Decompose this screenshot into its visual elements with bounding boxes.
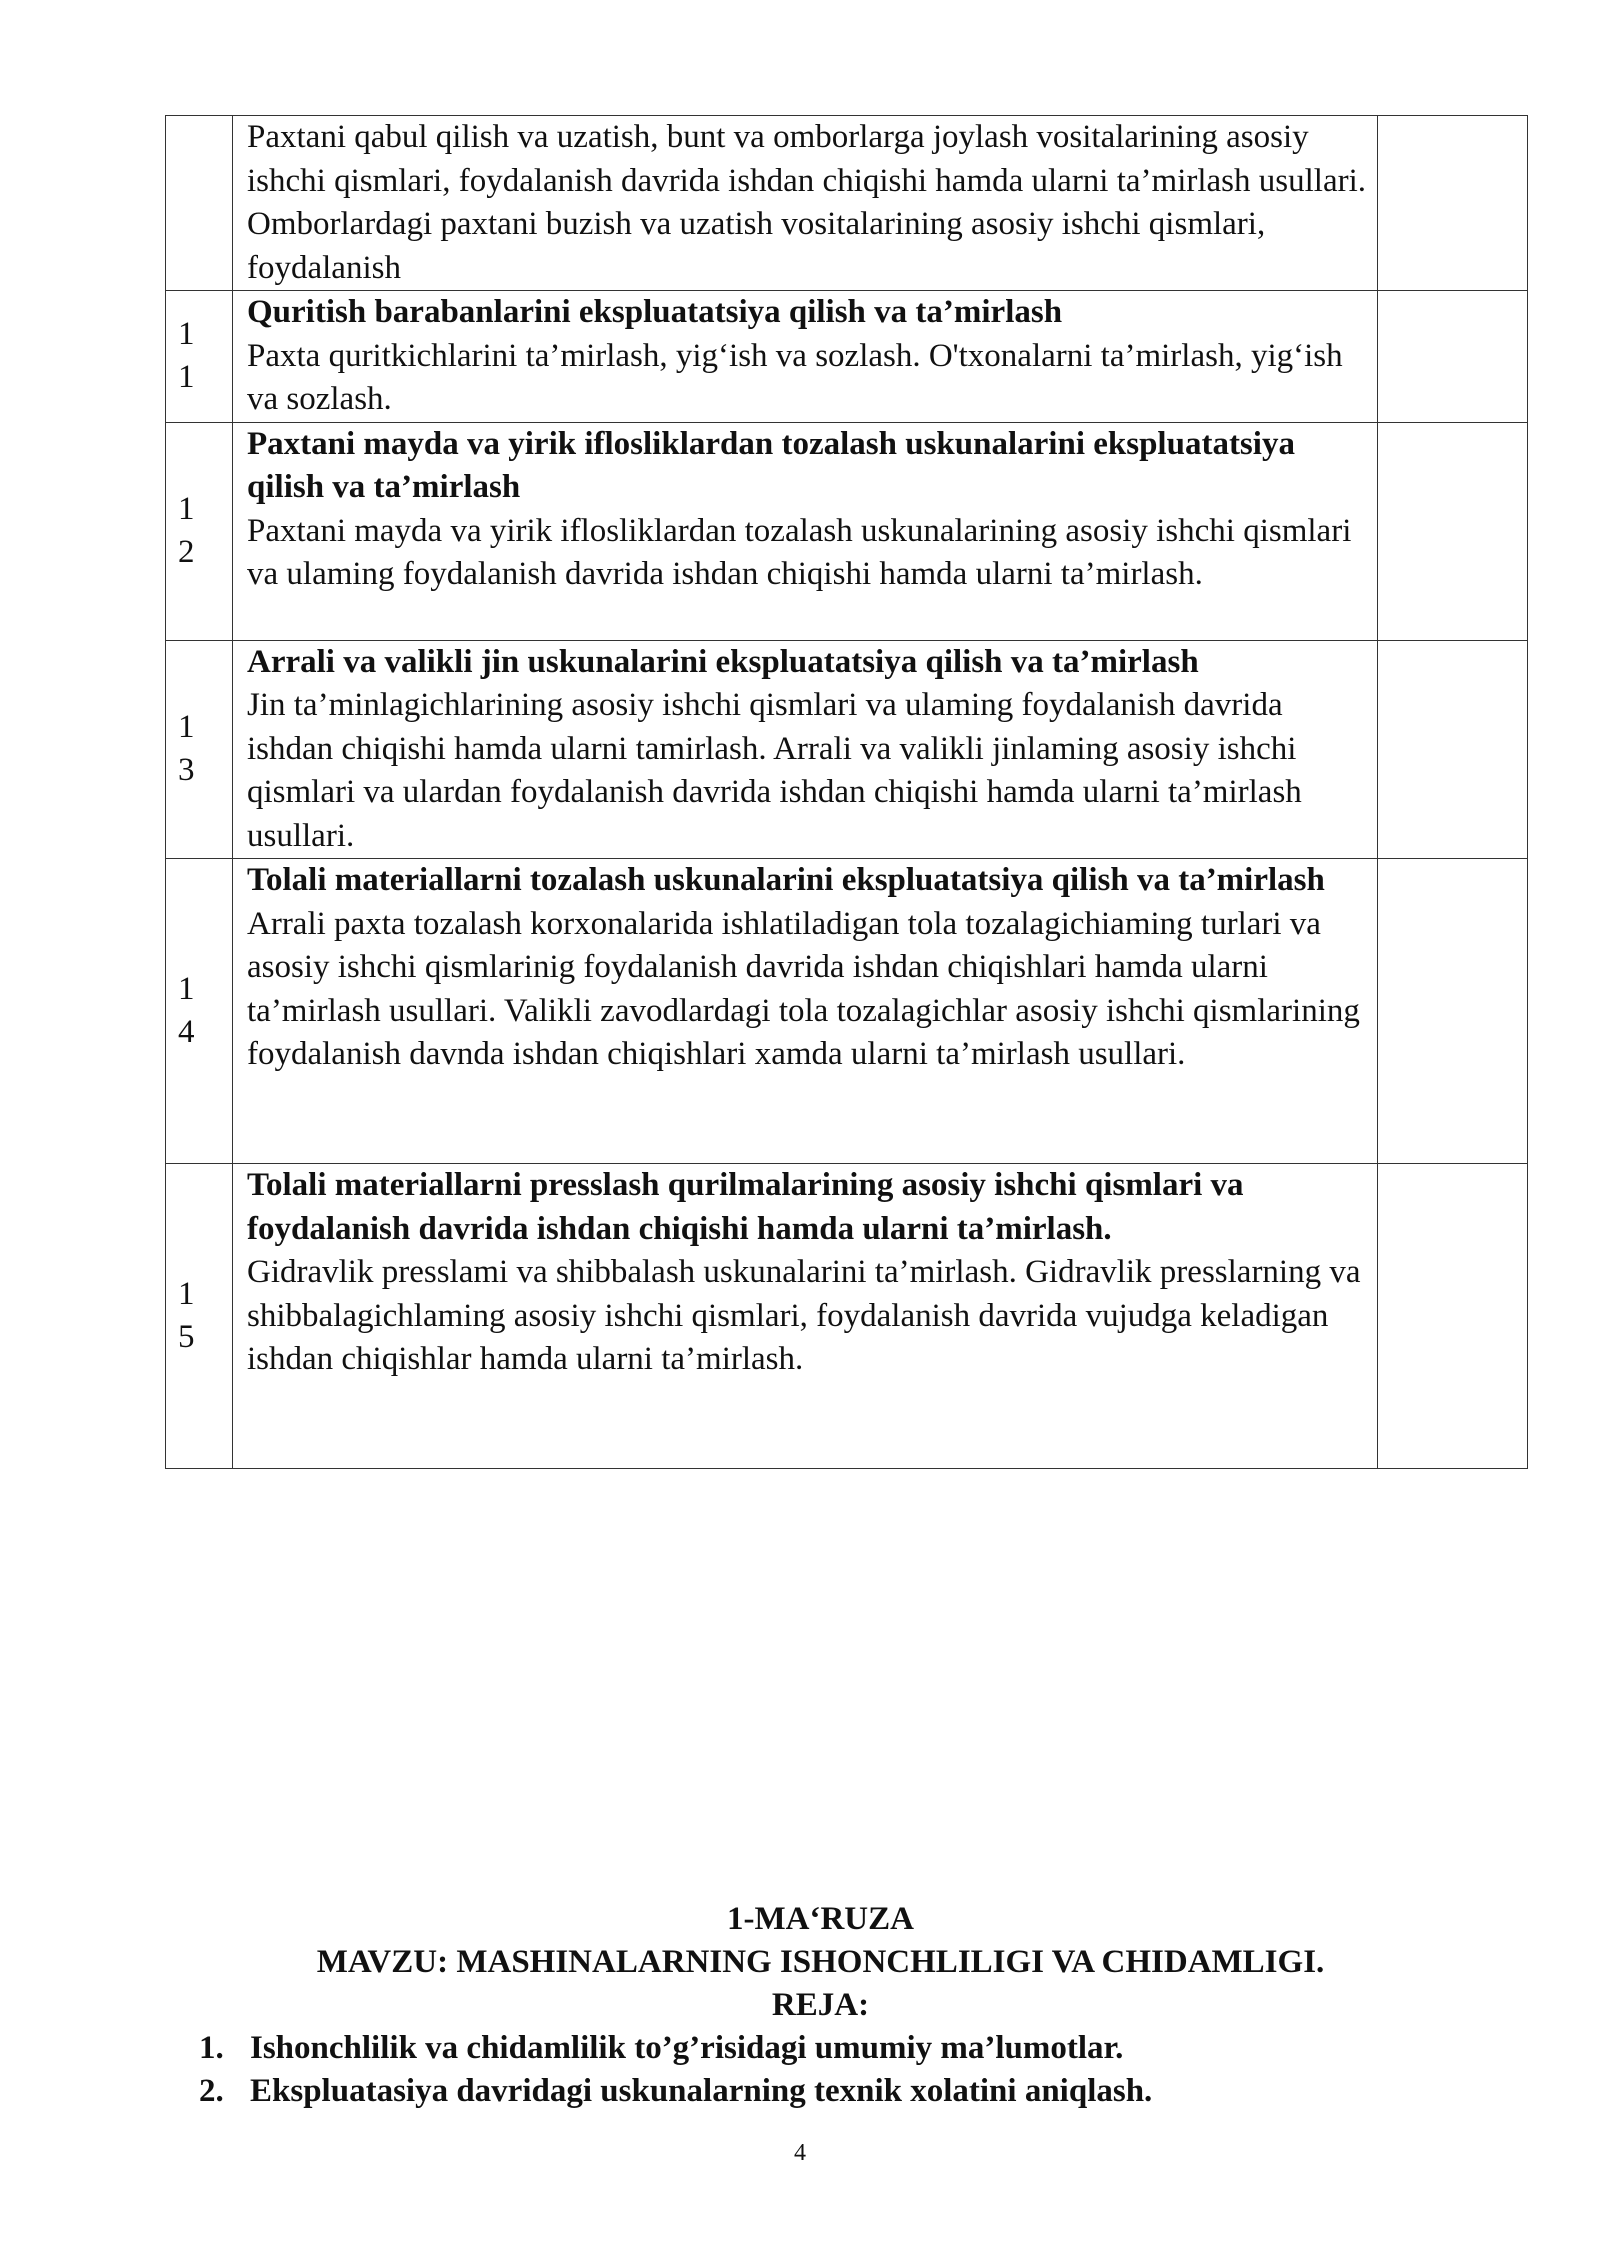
- plan-list: [165, 2027, 1476, 2113]
- plan-item-number: 2.: [199, 2073, 224, 2109]
- row-content-cell: [233, 640, 1378, 859]
- row-title: Tolali materiallarni presslash qurilmalarining asosiy ishchi qismlari va foydalanish davrida ishdan chiqishi hamda ularni ta’mirlash.: [247, 1167, 1244, 1247]
- list-item: [165, 2027, 1476, 2070]
- lecture-topic: MAVZU: MASHINALARNING ISHONCHLILIGI VA CHIDAMLIGI.: [316, 1944, 1325, 1980]
- list-item: [165, 2070, 1476, 2113]
- table-row: [166, 640, 1528, 859]
- row-description: Arrali paxta tozalash korxonalarida ishlatiladigan tola tozalagichiaming turlari va asosiy ishchi qismlarinig foydalanish davrida ishdan chiqishlari hamda ularni ta’mirlash usullari. Valikli zavodlardagi tola tozalagichlar asosiy ishchi qismlarining foydalanish davnda ishdan chiqishlari xamda ularni ta’mirlash usullari.: [247, 905, 1360, 1072]
- row-hours-cell: [1378, 1164, 1528, 1469]
- lecture-section: [165, 1898, 1476, 2113]
- plan-item-text: Ekspluatasiya davridagi uskunalarning texnik xolatini aniqlash.: [250, 2073, 1153, 2109]
- row-hours-cell: [1378, 640, 1528, 859]
- row-number-cell: [166, 859, 233, 1164]
- table-row: [166, 291, 1528, 423]
- row-number-cell: [166, 640, 233, 859]
- row-hours-cell: [1378, 116, 1528, 291]
- row-description: Paxta quritkichlarini ta’mirlash, yig‘ish va sozlash. O'txonalarni ta’mirlash, yig‘ish va sozlash.: [247, 337, 1343, 417]
- row-number: 11: [178, 315, 195, 396]
- row-description: Jin ta’minlagichlarining asosiy ishchi qismlari va ulaming foydalanish davrida ishdan chiqishi hamda ularni tamirlash. Arrali va valikli jinlaming asosiy ishchi qismlari va ulardan foydalanish davrida ishdan chiqishi hamda ularni ta’mirlash usullari.: [247, 687, 1302, 854]
- row-description: Gidravlik presslami va shibbalash uskunalarini ta’mirlash. Gidravlik presslarning va shibbalagichlaming asosiy ishchi qismlari, foydalanish davrida vujudga keladigan ishdan chiqishlar hamda ularni ta’mirlash.: [247, 1254, 1361, 1377]
- topics-table: [165, 115, 1528, 1469]
- table-row: [166, 1164, 1528, 1469]
- row-content-cell: [233, 116, 1378, 291]
- row-description: Paxtani qabul qilish va uzatish, bunt va omborlarga joylash vositalarining asosiy ishchi qismlari, foydalanish davrida ishdan chiqishi hamda ularni ta’mirlash usullari. Omborlardagi paxtani buzish va uzatish vositalarining asosiy ishchi qismlari, foydalanish: [247, 119, 1367, 286]
- row-number: 15: [178, 1275, 195, 1355]
- plan-item-text: Ishonchlilik va chidamlilik to’g’risidagi umumiy ma’lumotlar.: [250, 2030, 1124, 2066]
- plan-item-number: 1.: [199, 2030, 224, 2066]
- row-hours-cell: [1378, 291, 1528, 423]
- table-row: [166, 859, 1528, 1164]
- row-title: Quritish barabanlarini ekspluatatsiya qilish va ta’mirlash: [247, 294, 1063, 330]
- row-number-cell: [166, 291, 233, 423]
- table-row: [166, 116, 1528, 291]
- row-number-cell: [166, 1164, 233, 1469]
- row-hours-cell: [1378, 859, 1528, 1164]
- row-content-cell: [233, 291, 1378, 423]
- plan-heading: REJA:: [771, 1987, 870, 2023]
- row-number: 12: [178, 490, 195, 570]
- row-title: Arrali va valikli jin uskunalarini ekspluatatsiya qilish va ta’mirlash: [247, 643, 1199, 680]
- row-title: Tolali materiallarni tozalash uskunalarini ekspluatatsiya qilish va ta’mirlash: [247, 862, 1325, 898]
- row-number-cell: [166, 422, 233, 640]
- row-content-cell: [233, 859, 1378, 1164]
- lecture-heading: 1-MA‘RUZA: [727, 1901, 914, 1937]
- row-content-cell: [233, 1164, 1378, 1469]
- table-row: [166, 422, 1528, 640]
- row-content-cell: [233, 422, 1378, 640]
- row-description: Paxtani mayda va yirik iflosliklardan tozalash uskunalarining asosiy ishchi qismlari va ulaming foydalanish davrida ishdan chiqishi hamda ularni ta’mirlash.: [247, 512, 1352, 592]
- row-title: Paxtani mayda va yirik iflosliklardan tozalash uskunalarini ekspluatatsiya qilish va ta’mirlash: [247, 425, 1295, 505]
- row-number-cell: [166, 116, 233, 291]
- row-hours-cell: [1378, 422, 1528, 640]
- row-number: 13: [178, 708, 195, 789]
- page-number: 4: [794, 2140, 806, 2166]
- row-number: 14: [178, 970, 195, 1050]
